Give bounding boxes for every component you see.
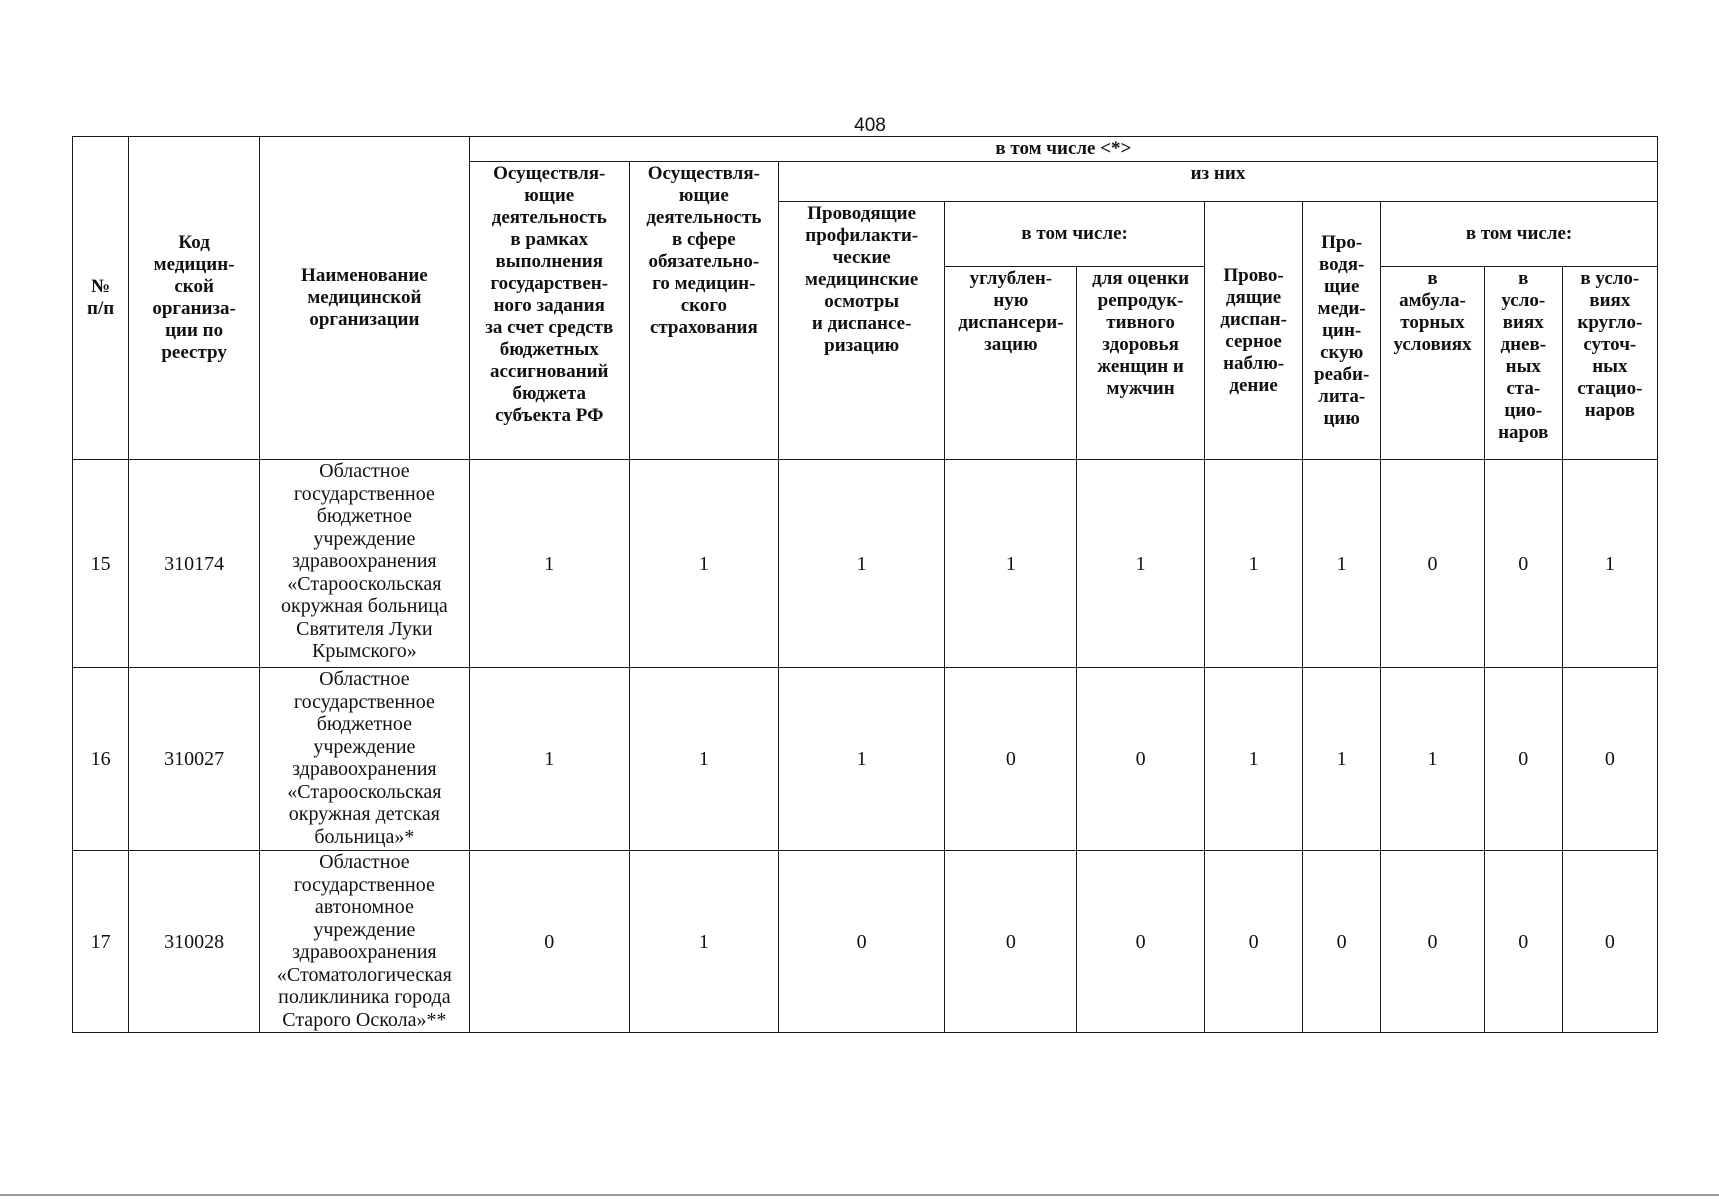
header-including: в том числе <*> [469,137,1657,162]
value-cell: 0 [945,668,1077,851]
org-name: Областное государственное бюджетное учреждение здравоохранения «Старооскольская окружная детская больница»* [260,668,470,851]
value-cell: 1 [1381,668,1485,851]
value-cell: 0 [1562,851,1657,1033]
value-cell: 1 [1303,668,1381,851]
value-cell: 1 [778,460,944,668]
medical-organizations-table [72,136,1658,1033]
org-code: 310027 [129,668,260,851]
org-code: 310174 [129,460,260,668]
value-cell: 0 [1484,668,1562,851]
value-cell: 1 [1204,668,1302,851]
value-cell: 0 [1204,851,1302,1033]
value-cell: 1 [629,668,778,851]
value-cell: 0 [1077,668,1205,851]
value-cell: 0 [778,851,944,1033]
value-cell: 1 [629,851,778,1033]
table-row [73,851,1658,1033]
value-cell: 0 [1077,851,1205,1033]
header-reproductive-health: для оценки репродук- тивного здоровья женщин и мужчин [1077,267,1205,460]
table-row [73,460,1658,668]
header-including-sub-2: в том числе: [1381,202,1658,267]
value-cell: 1 [469,460,629,668]
row-number: 16 [73,668,129,851]
table-row [73,668,1658,851]
header-org-name: Наименование медицинской организации [260,137,470,460]
header-preventive-exams: Проводящие профилакти- ческие медицинские осмотры и диспансе- ризацию [778,202,944,460]
header-round-the-clock: в усло- виях кругло- суточ- ных стацио- наров [1562,267,1657,460]
header-org-code: Код медицин- ской организа- ции по реестру [129,137,260,460]
header-dispensary-observation: Прово- дящие диспан- серное наблю- дение [1204,202,1302,460]
header-rehabilitation: Про- водя- щие меди- цин- скую реаби- лита- цию [1303,202,1381,460]
header-day-hospital: в усло- виях днев- ных ста- цио- наров [1484,267,1562,460]
value-cell: 0 [1484,851,1562,1033]
header-mandatory-insurance: Осуществля- ющие деятельность в сфере обязательно- го медицин- ского страхования [629,162,778,460]
org-name: Областное государственное автономное учреждение здравоохранения «Стоматологическая поликлиника города Старого Оскола»** [260,851,470,1033]
value-cell: 0 [1381,460,1485,668]
value-cell: 1 [1303,460,1381,668]
value-cell: 1 [1204,460,1302,668]
row-number: 17 [73,851,129,1033]
value-cell: 0 [1381,851,1485,1033]
org-name: Областное государственное бюджетное учреждение здравоохранения «Старооскольская окружная больница Святителя Луки Крымского» [260,460,470,668]
header-outpatient: в амбула- торных условиях [1381,267,1485,460]
value-cell: 0 [469,851,629,1033]
scan-edge-line [0,1194,1719,1196]
header-including-sub-1: в том числе: [945,202,1204,267]
value-cell: 0 [1484,460,1562,668]
org-code: 310028 [129,851,260,1033]
value-cell: 0 [1562,668,1657,851]
header-state-task: Осуществля- ющие деятельность в рамках выполнения государствен- ного задания за счет средств бюджетных ассигнований бюджета субъекта РФ [469,162,629,460]
header-in-depth-dispensarization: углублен- ную диспансери- зацию [945,267,1077,460]
value-cell: 1 [469,668,629,851]
value-cell: 1 [629,460,778,668]
value-cell: 0 [1303,851,1381,1033]
header-row-number: № п/п [73,137,129,460]
value-cell: 1 [1562,460,1657,668]
header-of-them: из них [778,162,1657,202]
row-number: 15 [73,460,129,668]
value-cell: 1 [945,460,1077,668]
value-cell: 1 [778,668,944,851]
value-cell: 1 [1077,460,1205,668]
page-number: 408 [854,115,886,136]
value-cell: 0 [945,851,1077,1033]
